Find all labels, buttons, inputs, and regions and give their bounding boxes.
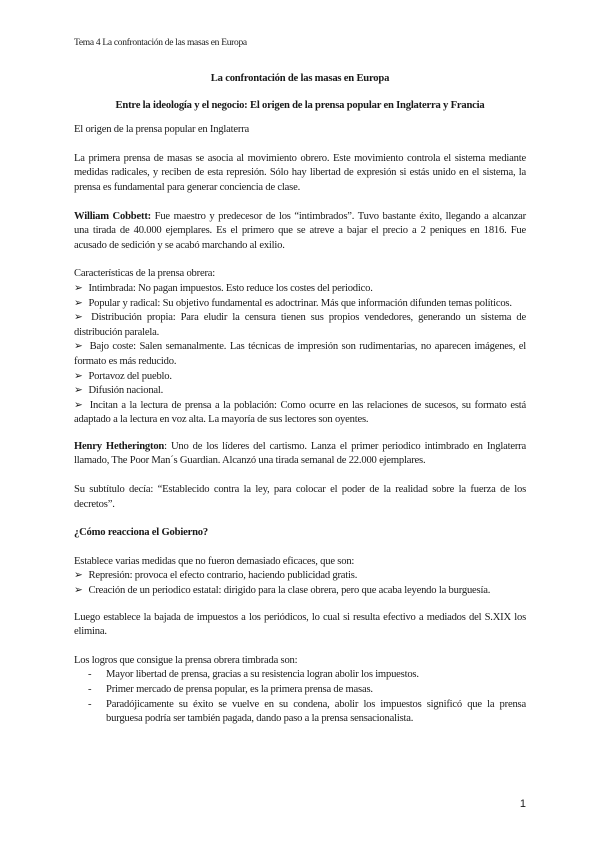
document-subtitle: Entre la ideología y el negocio: El origen de la prensa popular en Inglaterra y Francia [115, 99, 485, 111]
list-item: ➢ Popular y radical: Su objetivo fundamental es adoctrinar. Más que información difunden temas políticos. [74, 297, 526, 312]
paragraph-intro: La primera prensa de masas se asocia al movimiento obrero. Este movimiento controla el sistema mediante medidas radicales, y reciben de esta represión. Sólo hay libertad de expresión si estás unido en el sistema, la prensa es fundamental para generar conciencia de clase. [74, 152, 526, 193]
arrow-bullet-icon: ➢ [74, 297, 83, 309]
arrow-bullet-icon: ➢ [74, 370, 83, 382]
page-number: 1 [519, 798, 526, 810]
list-item: ➢ Represión: provoca el efecto contrario, haciendo publicidad gratis. [74, 569, 526, 584]
arrow-bullet-icon: ➢ [74, 312, 83, 324]
hetherington-text: : Uno de los líderes del cartismo. Lanza el primer periodico intimbrado en Inglaterra llamado, The Poor Man´s Guardian. Alcanzó una tirada semanal de 22.000 ejemplares. [74, 440, 526, 467]
cobbett-text: Fue maestro y predecesor de los “intimbrados”. Tuvo bastante éxito, llegando a alcanzar una tirada de 40.000 ejemplares. Es el primero que se atreve a bajar el precio a 2 peniques en 1816. Fue acusado de sedición y se acabó marchando al exilio. [74, 210, 527, 251]
dash-bullet-icon: - [88, 698, 92, 710]
document-title: La confrontación de las masas en Europa [210, 73, 390, 84]
list-item: ➢ Distribución propia: Para eludir la censura tienen sus propios vendedores, generando un sistema de distribución paralela. [74, 312, 526, 338]
paragraph-luego: Luego establece la bajada de impuestos a los periódicos, lo cual si resulta efectivo a mediados del S.XIX los elimina. [74, 611, 526, 638]
list-item: ➢ Portavoz del pueblo. [74, 370, 526, 385]
arrow-bullet-icon: ➢ [74, 341, 83, 353]
list-item: ➢ Intimbrada: No pagan impuestos. Esto reduce los costes del periodico. [74, 282, 526, 297]
paragraph-cobbett [74, 210, 526, 254]
arrow-bullet-icon: ➢ [74, 282, 83, 294]
hetherington-name: Henry Hetherington [74, 440, 165, 452]
section-heading: El origen de la prensa popular en Inglaterra [74, 124, 250, 136]
document-body [74, 72, 526, 727]
arrow-bullet-icon: ➢ [74, 385, 83, 397]
dash-bullet-icon: - [88, 684, 92, 695]
achievements-intro: Los logros que consigue la prensa obrera timbrada son: [74, 654, 298, 666]
running-header: Tema 4 La confrontación de las masas en Europa [74, 38, 247, 48]
list-item: ➢ Creación de un periodico estatal: dirigido para la clase obrera, pero que acaba leyendo la burguesía. [74, 584, 526, 599]
paragraph-hetherington [74, 440, 526, 469]
features-intro: Características de la prensa obrera: [74, 268, 216, 280]
arrow-bullet-icon: ➢ [74, 585, 83, 597]
achievements-list [74, 668, 526, 726]
list-item: - Mayor libertad de prensa, gracias a su resistencia logran abolir los impuestos. [74, 668, 526, 683]
cobbett-name: William Cobbett: [74, 210, 151, 222]
arrow-bullet-icon: ➢ [74, 570, 83, 582]
list-item: ➢ Bajo coste: Salen semanalmente. Las técnicas de impresión son rudimentarias, no aparecen imágenes, el formato es más reducido. [74, 341, 527, 367]
list-item: - Paradójicamente su éxito se vuelve en su condena, abolir los impuestos significó que la prensa burguesa podría ser también pagada, dando paso a la prensa sensacionalista. [88, 698, 526, 725]
arrow-bullet-icon: ➢ [74, 399, 83, 411]
dash-bullet-icon: - [88, 669, 92, 681]
achievements-section [74, 654, 526, 727]
list-item: - Primer mercado de prensa popular, es la primera prensa de masas. [74, 683, 526, 698]
list-item: ➢ Incitan a la lectura de prensa a la población: Como ocurre en las relaciones de sucesos, su formato está adaptado a la lectura en voz alta. La mayoría de sus lectores son oyentes. [74, 399, 527, 426]
government-heading: ¿Cómo reacciona el Gobierno? [74, 527, 208, 539]
government-intro: Establece varias medidas que no fueron demasiado eficaces, que son: [74, 555, 355, 567]
government-measures-list [74, 555, 526, 599]
list-item: ➢ Difusión nacional. [74, 384, 526, 399]
paragraph-subtitulo: Su subtítulo decía: “Establecido contra la ley, para colocar el poder de la realidad sobre la fuerza de los decretos”. [74, 484, 526, 510]
features-list [74, 267, 526, 428]
